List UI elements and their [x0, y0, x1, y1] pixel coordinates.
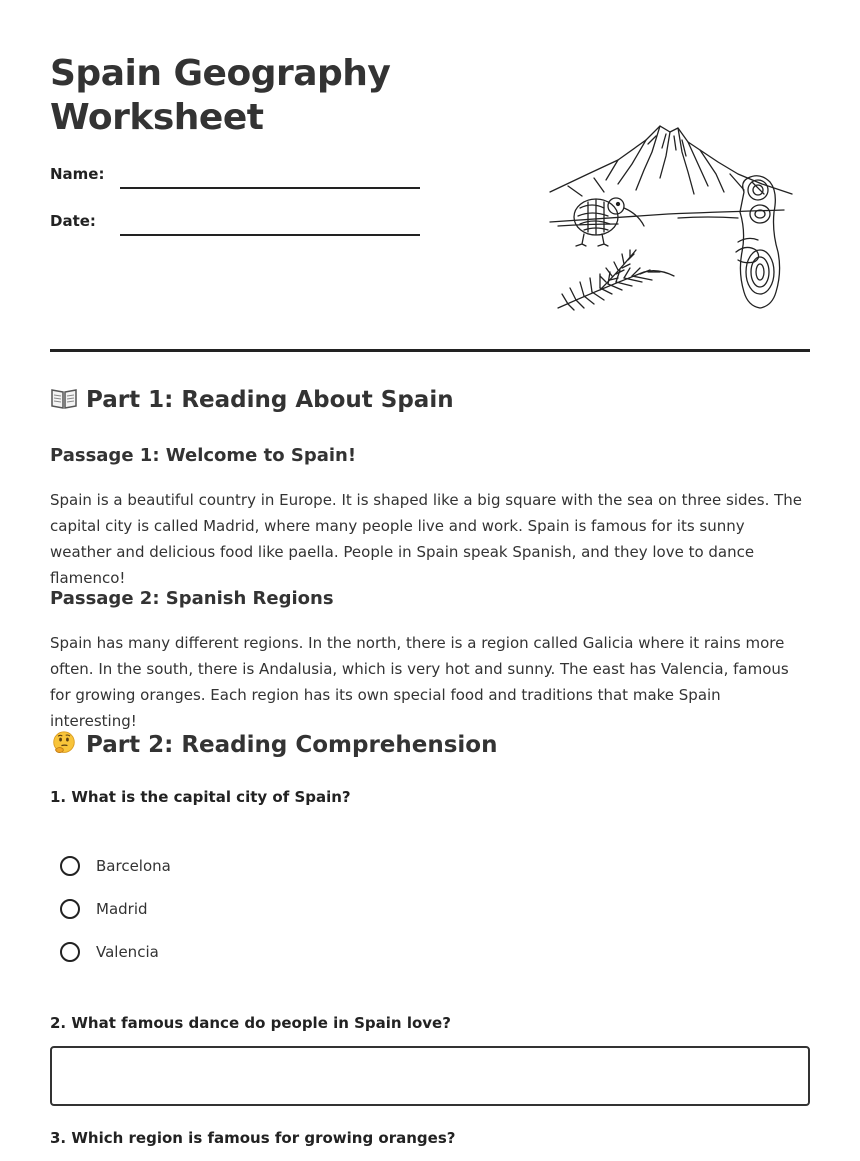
- part2-heading-text: Part 2: Reading Comprehension: [86, 732, 498, 758]
- question-2-text: 2. What famous dance do people in Spain love?: [50, 1014, 451, 1032]
- q1-option-valencia[interactable]: [60, 939, 159, 965]
- open-book-icon: [50, 386, 78, 410]
- radio-button[interactable]: [60, 942, 80, 962]
- q1-option-barcelona[interactable]: [60, 853, 171, 879]
- passage1-title: Passage 1: Welcome to Spain!: [50, 445, 357, 466]
- page-title: Spain Geography Worksheet: [50, 53, 391, 138]
- name-label: Name:: [50, 165, 105, 183]
- mountain-kiwi-illustration: [548, 122, 794, 312]
- worksheet-header: [50, 0, 810, 352]
- option-label: Valencia: [96, 943, 159, 961]
- radio-button[interactable]: [60, 899, 80, 919]
- date-field-row: [50, 210, 420, 236]
- passage2-title: Passage 2: Spanish Regions: [50, 588, 334, 609]
- date-label: Date:: [50, 212, 96, 230]
- question-3-text: 3. Which region is famous for growing oranges?: [50, 1129, 456, 1147]
- option-label: Barcelona: [96, 857, 171, 875]
- part1-heading: [50, 386, 454, 413]
- passage2-text: Spain has many different regions. In the north, there is a region called Galicia where it rains more often. In the south, there is Andalusia, which is very hot and sunny. The east has Valencia, famous for growing oranges. Each region has its own special food and traditions that make Spain interesting!: [50, 634, 789, 730]
- q1-option-madrid[interactable]: [60, 896, 148, 922]
- question-2-answer-input[interactable]: [50, 1046, 810, 1106]
- name-input[interactable]: [120, 163, 420, 189]
- worksheet-page: [50, 0, 810, 1147]
- date-input[interactable]: [120, 210, 420, 236]
- option-label: Madrid: [96, 900, 148, 918]
- part1-heading-text: Part 1: Reading About Spain: [86, 387, 454, 413]
- radio-button[interactable]: [60, 856, 80, 876]
- name-field-row: [50, 163, 420, 189]
- passage1-text: Spain is a beautiful country in Europe. It is shaped like a big square with the sea on three sides. The capital city is called Madrid, where many people live and work. Spain is famous for its sunny weather and delicious food like paella. People in Spain speak Spanish, and they love to dance flamenco!: [50, 491, 802, 587]
- part2-heading: [50, 731, 497, 758]
- thinking-face-icon: [50, 731, 78, 755]
- question-1-text: 1. What is the capital city of Spain?: [50, 788, 351, 806]
